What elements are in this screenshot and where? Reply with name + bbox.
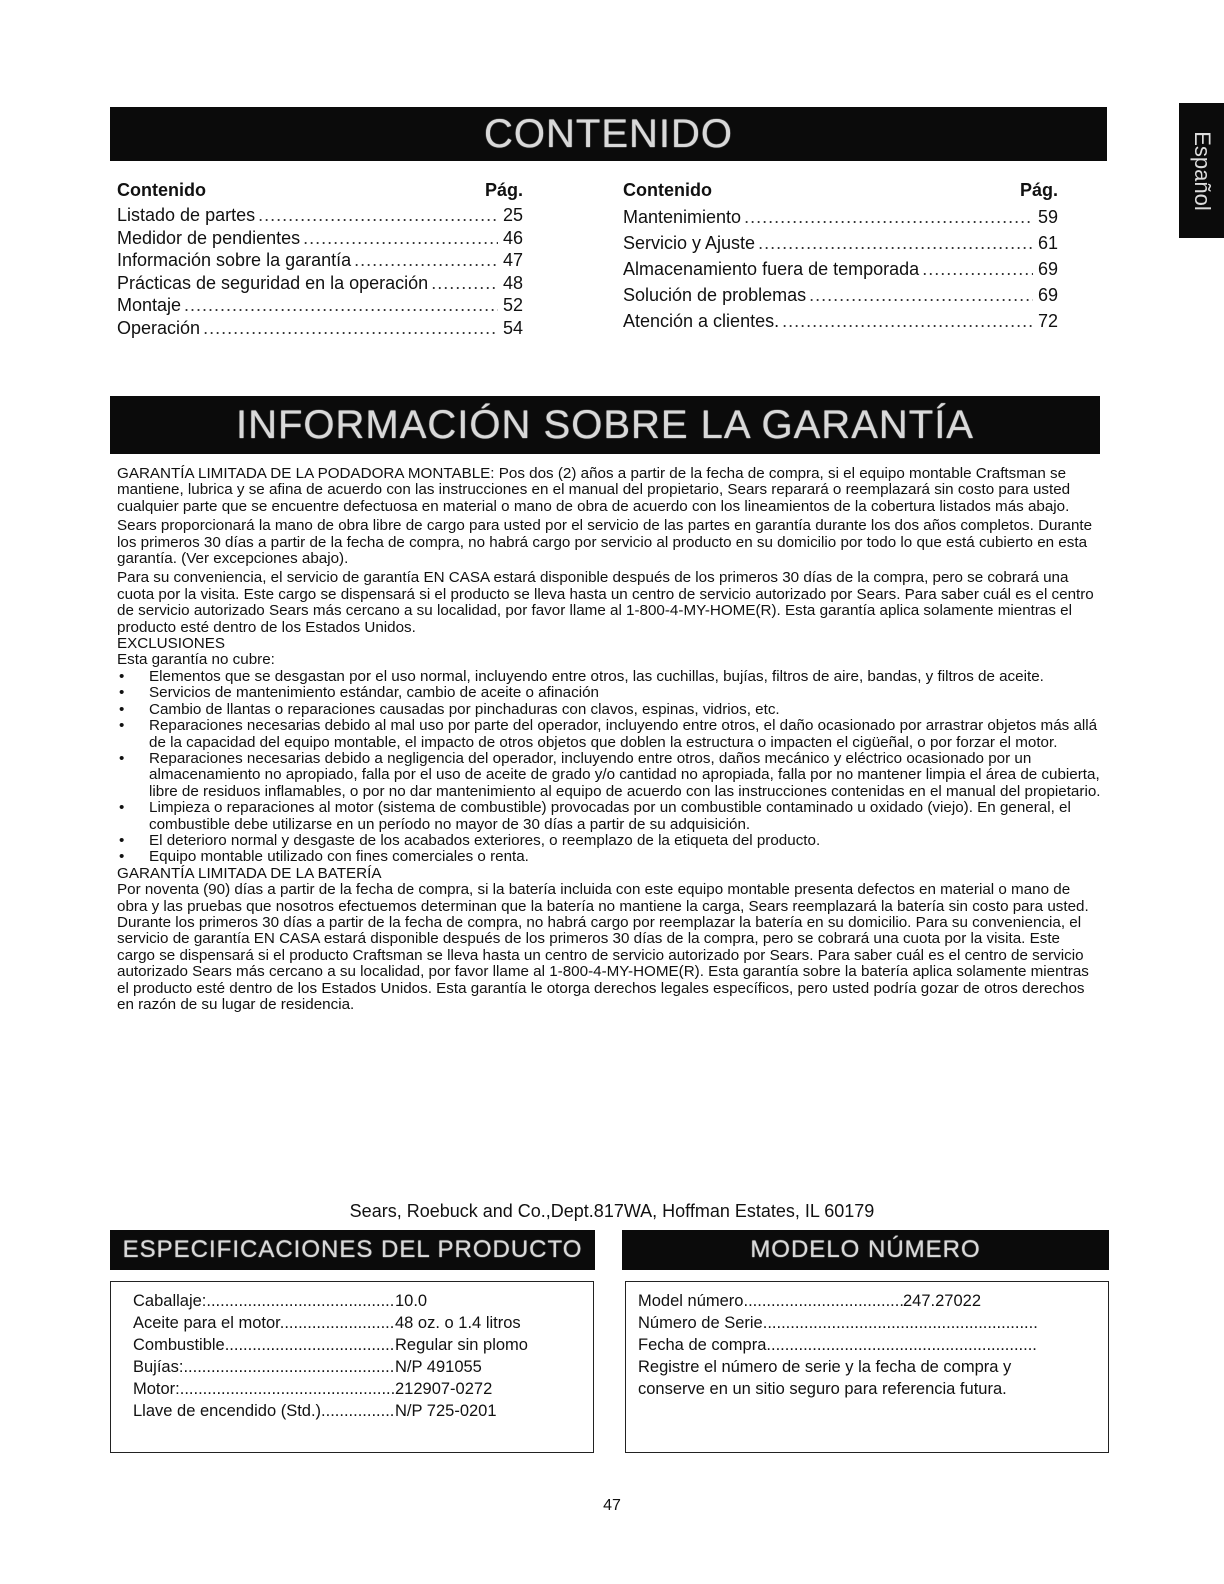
spec-row: Aceite para el motor ..... 48 oz. o 1.4 litros xyxy=(133,1312,553,1334)
purchase-date-row: Fecha de compra ..... xyxy=(638,1334,1038,1356)
spec-row: Bujías: ..... N/P 491055 xyxy=(133,1356,553,1378)
warranty-banner xyxy=(110,396,1100,454)
model-number-row: Model número ..... 247.27022 xyxy=(638,1290,1038,1312)
spec-row: Motor: ..... 212907-0272 xyxy=(133,1378,553,1400)
toc-right-column xyxy=(623,180,1058,334)
specs-box xyxy=(110,1281,594,1453)
toc-item: Medidor de pendientes ..... 46 xyxy=(117,227,523,250)
battery-text: Por noventa (90) días a partir de la fecha de compra, si la batería incluida con este equipo montable presenta defectos en material o mano de obra y las pruebas que nosotros efectuemos determinan que la batería no mantiene la carga, Sears reemplazará la batería sin costo para usted. Durante los primeros 30 días a partir de la fecha de compra, no habrá cargo por reemplazar la batería en su domicilio. Para su conveniencia, el servicio de garantía EN CASA estará disponible después de los primeros 30 días de la compra, pero se cobrará una cuota por la visita. Este cargo se dispensará si el producto Craftsman se lleva hasta un centro de servicio autorizado por Sears. Para saber cuál es el centro de servicio autorizado Sears más cercano a su localidad, por favor llame al 1-800-4-MY-HOME(R). Esta garantía sobre la batería aplica solamente mientras el producto esté dentro de los Estados Unidos. Esta garantía le otorga derechos legales específicos, pero usted podría gozar de otros derechos en razón de su lugar de residencia. xyxy=(117,881,1089,1013)
exclusion-item: • Elementos que se desgastan por el uso normal, incluyendo entre otros, las cuchillas, bujías, filtros de aire, bandas, y filtros de aceite. xyxy=(117,669,1101,685)
language-tab-label: Español xyxy=(1189,130,1215,211)
exclusion-item: • Limpieza o reparaciones al motor (sistema de combustible) provocadas por un combustible contaminado u oxidado (viejo). En general, el combustible debe utilizarse en un período no mayor de 30 días a partir de su adquisición. xyxy=(117,800,1101,833)
model-note: Registre el número de serie y la fecha de compra y conserve en un sitio seguro para referencia futura. xyxy=(638,1358,1012,1398)
warranty-paragraph: GARANTÍA LIMITADA DE LA PODADORA MONTABLE: Pos dos (2) años a partir de la fecha de compra, si el equipo montable Craftsman se mantiene, lubrica y se afina de acuerdo con las instrucciones en el manual del propietario, Sears reparará o reemplazará sin costo para usted cualquier parte que se encuentre defectuosa en material o mano de obra de acuerdo con los lineamientos de la cobertura listados más abajo. xyxy=(117,465,1071,515)
toc-item: Listado de partes ..... 25 xyxy=(117,204,523,227)
specs-title: ESPECIFICACIONES DEL PRODUCTO xyxy=(122,1236,583,1263)
toc-header-label: Contenido xyxy=(117,180,206,200)
toc-item: Almacenamiento fuera de temporada ..... 69 xyxy=(623,256,1058,282)
warranty-paragraph: Sears proporcionará la mano de obra libre de cargo para usted por el servicio de las partes en garantía durante los dos años completos. Durante los primeros 30 días a partir de la fecha de compra, no habrá cargo por servicio al producto en su domicilio por todo lo que está cubierto en esta garantía. (Ver excepciones abajo). xyxy=(117,517,1093,568)
toc-header xyxy=(117,180,523,201)
model-box xyxy=(625,1281,1109,1453)
exclusions-title: EXCLUSIONES xyxy=(117,635,226,653)
toc-header xyxy=(623,180,1058,201)
toc-item: Información sobre la garantía ..... 47 xyxy=(117,249,523,272)
spec-row: Llave de encendido (Std.) ..... N/P 725-0201 xyxy=(133,1400,553,1422)
toc-item: Prácticas de seguridad en la operación ..... 48 xyxy=(117,272,523,295)
warranty-paragraph: Para su conveniencia, el servicio de garantía EN CASA estará disponible después de los primeros 30 días de la compra, pero se cobrará una cuota por la visita. Este cargo se dispensará si el producto se lleva hasta un centro de servicio autorizado por Sears. Para saber cuál es el centro de servicio autorizado Sears más cercano a su localidad, por favor llame al 1-800-4-MY-HOME(R). Esta garantía aplica solamente mientras el producto esté dentro de los Estados Unidos. xyxy=(117,569,1094,636)
exclusion-item: • Reparaciones necesarias debido al mal uso por parte del operador, incluyendo entre otros, el daño ocasionado por arrastrar objetos más allá de la capacidad del equipo montable, el impacto de otros objetos que doblen la estructura o impacten el cigüeñal, o por forzar el motor. xyxy=(117,718,1101,751)
contents-title: CONTENIDO xyxy=(484,111,733,156)
warranty-title: INFORMACIÓN SOBRE LA GARANTÍA xyxy=(235,402,974,447)
exclusion-item: • Servicios de mantenimiento estándar, cambio de aceite o afinación xyxy=(117,685,1101,701)
page-number: 47 xyxy=(603,1497,621,1514)
language-tab xyxy=(1179,103,1224,238)
exclusion-item: • Equipo montable utilizado con fines comerciales o renta. xyxy=(117,849,1101,865)
battery-title: GARANTÍA LIMITADA DE LA BATERÍA xyxy=(117,864,382,882)
warranty-text xyxy=(117,466,1101,1013)
toc-item: Servicio y Ajuste ..... 61 xyxy=(623,230,1058,256)
exclusion-item: • Cambio de llantas o reparaciones causadas por pinchaduras con clavos, espinas, vidrios, etc. xyxy=(117,702,1101,718)
toc-item: Mantenimiento ..... 59 xyxy=(623,204,1058,230)
serial-number-row: Número de Serie ..... xyxy=(638,1312,1038,1334)
toc-header-page: Pág. xyxy=(1019,180,1058,200)
exclusions-intro: Esta garantía no cubre: xyxy=(117,651,275,669)
toc-item: Atención a clientes. ..... 72 xyxy=(623,308,1058,334)
contents-banner xyxy=(110,107,1107,161)
exclusion-item: • Reparaciones necesarias debido a negligencia del operador, incluyendo entre otros, daños mecánico y eléctrico ocasionado por un almacenamiento no apropiado, falla por el uso de aceite de grado y/o cantidad no apropiada, falla por no mantener limpia el área de cubierta, libre de residuos inflamables, o por no dar mantenimiento al equipo de acuerdo con las instrucciones contenidas en el manual del propietario. xyxy=(117,751,1101,800)
specs-banner xyxy=(110,1230,595,1270)
model-banner xyxy=(622,1230,1109,1270)
toc-item: Montaje ..... 52 xyxy=(117,294,523,317)
sears-address: Sears, Roebuck and Co.,Dept.817WA, Hoffman Estates, IL 60179 xyxy=(349,1201,875,1221)
toc-left-column xyxy=(117,180,523,340)
exclusion-item: • El deterioro normal y desgaste de los acabados exteriores, o reemplazo de la etiqueta del producto. xyxy=(117,833,1101,849)
model-title: MODELO NÚMERO xyxy=(750,1236,981,1263)
exclusions-list xyxy=(117,669,1101,866)
toc-header-label: Contenido xyxy=(623,180,712,200)
toc-header-page: Pág. xyxy=(484,180,523,200)
toc-item: Solución de problemas ..... 69 xyxy=(623,282,1058,308)
spec-row: Combustible ..... Regular sin plomo xyxy=(133,1334,553,1356)
toc-item: Operación ..... 54 xyxy=(117,317,523,340)
spec-row: Caballaje: ..... 10.0 xyxy=(133,1290,553,1312)
